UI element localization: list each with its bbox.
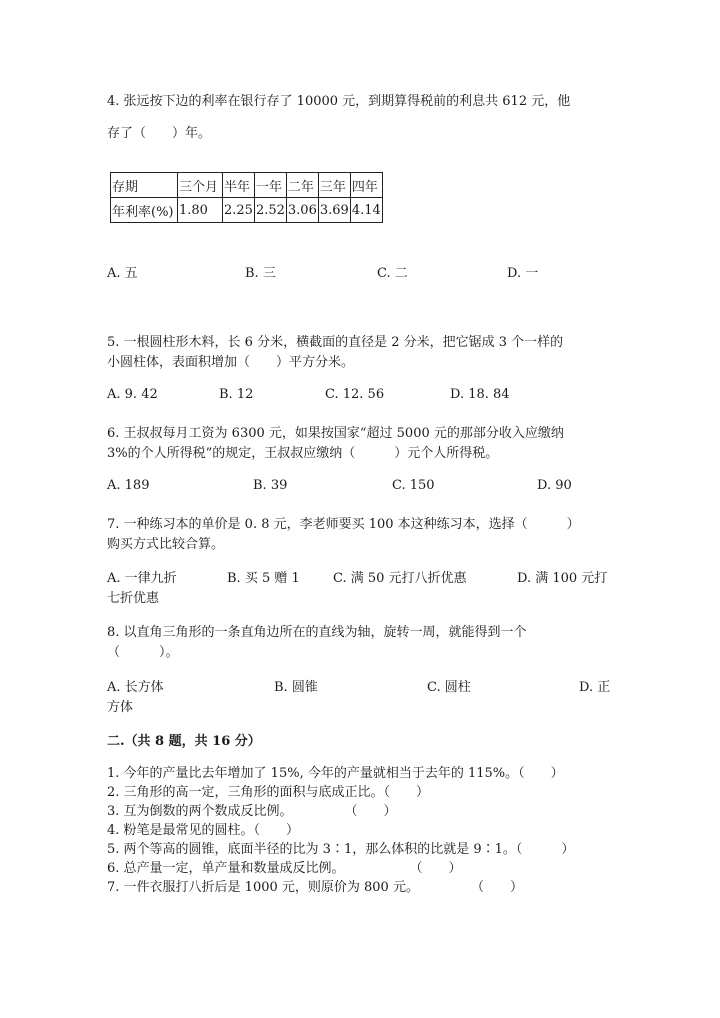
judge-item-5: 5. 两个等高的圆锥，底面半径的比为 3∶1，那么体积的比就是 9∶1。（ ） bbox=[107, 842, 575, 857]
q8-option-b[interactable]: B. 圆锥 bbox=[274, 680, 318, 695]
q5-line1: 5. 一根圆柱形木料，长 6 分米，横截面的直径是 2 分米，把它锯成 3 个一样的 bbox=[107, 335, 564, 350]
q6-option-b[interactable]: B. 39 bbox=[253, 478, 288, 493]
q5-option-d[interactable]: D. 18. 84 bbox=[450, 387, 510, 402]
q4-option-c[interactable]: C. 二 bbox=[377, 266, 408, 281]
q4-options bbox=[107, 262, 617, 282]
section-title: 二.（共 8 题，共 16 分） bbox=[107, 734, 261, 749]
table-cell: 4.14 bbox=[350, 198, 382, 223]
q7-option-b[interactable]: B. 买 5 赠 1 bbox=[227, 571, 300, 586]
table-cell: 存期 bbox=[111, 173, 178, 198]
q4-line1: 4. 张远按下边的利率在银行存了 10000 元，到期算得税前的利息共 612 元，他 bbox=[107, 94, 571, 109]
table-cell: 二年 bbox=[286, 173, 318, 198]
table-cell: 2.52 bbox=[254, 198, 286, 223]
table-row bbox=[111, 198, 383, 223]
table-cell: 三年 bbox=[318, 173, 350, 198]
q6-line2: 3%的个人所得税”的规定，王叔叔应缴纳（ ）元个人所得税。 bbox=[107, 446, 499, 461]
q7-option-d[interactable]: D. 满 100 元打 bbox=[517, 571, 608, 586]
q8-options bbox=[107, 676, 617, 696]
q4-option-b[interactable]: B. 三 bbox=[245, 266, 276, 281]
judge-item-4: 4. 粉笔是最常见的圆柱。（ ） bbox=[107, 823, 300, 838]
q8-option-a[interactable]: A. 长方体 bbox=[107, 680, 164, 695]
table-cell: 2.25 bbox=[223, 198, 255, 223]
table-cell: 三个月 bbox=[178, 173, 223, 198]
table-cell: 半年 bbox=[223, 173, 255, 198]
q7-option-d-wrap: 七折优惠 bbox=[107, 591, 160, 606]
q6-option-c[interactable]: C. 150 bbox=[392, 478, 435, 493]
judge-item-3: 3. 互为倒数的两个数成反比例。 （ ） bbox=[107, 804, 397, 819]
table-cell: 年利率(%) bbox=[111, 198, 178, 223]
q8-option-d[interactable]: D. 正 bbox=[579, 680, 611, 695]
table-header-row bbox=[111, 173, 383, 198]
table-cell: 四年 bbox=[350, 173, 382, 198]
q4-option-a[interactable]: A. 五 bbox=[107, 266, 138, 281]
table-cell: 3.06 bbox=[286, 198, 318, 223]
q5-line2: 小圆柱体，表面积增加（ ）平方分米。 bbox=[107, 355, 355, 370]
table-cell: 一年 bbox=[254, 173, 286, 198]
judge-item-2: 2. 三角形的高一定，三角形的面积与底成正比。（ ） bbox=[107, 785, 430, 800]
q5-option-a[interactable]: A. 9. 42 bbox=[107, 387, 158, 402]
table-cell: 3.69 bbox=[318, 198, 350, 223]
q6-option-a[interactable]: A. 189 bbox=[107, 478, 150, 493]
judge-item-7: 7. 一件衣服打八折后是 1000 元，则原价为 800 元。 （ ） bbox=[107, 880, 523, 895]
q7-option-c[interactable]: C. 满 50 元打八折优惠 bbox=[333, 571, 467, 586]
q7-option-a[interactable]: A. 一律九折 bbox=[107, 571, 177, 586]
q8-option-c[interactable]: C. 圆柱 bbox=[427, 680, 471, 695]
q8-option-d-wrap: 方体 bbox=[107, 700, 134, 715]
judge-item-6: 6. 总产量一定，单产量和数量成反比例。 （ ） bbox=[107, 861, 462, 876]
q8-line1: 8. 以直角三角形的一条直角边所在的直线为轴，旋转一周，就能得到一个 bbox=[107, 625, 527, 640]
q5-option-b[interactable]: B. 12 bbox=[219, 387, 254, 402]
judge-item-1: 1. 今年的产量比去年增加了 15%, 今年的产量就相当于去年的 115%。（ ） bbox=[107, 766, 564, 781]
table-cell: 1.80 bbox=[178, 198, 223, 223]
q8-line2: （ ）。 bbox=[107, 645, 179, 660]
q4-line2: 存了（ ）年。 bbox=[107, 126, 212, 141]
q6-option-d[interactable]: D. 90 bbox=[537, 478, 572, 493]
interest-rate-table bbox=[110, 172, 383, 223]
q7-line1: 7. 一种练习本的单价是 0. 8 元，李老师要买 100 本这种练习本，选择（ ） bbox=[107, 517, 580, 532]
q4-option-d[interactable]: D. 一 bbox=[507, 266, 539, 281]
q5-options bbox=[107, 387, 617, 407]
q7-options bbox=[107, 567, 617, 587]
q7-line2: 购买方式比较合算。 bbox=[107, 537, 225, 552]
q6-line1: 6. 王叔叔每月工资为 6300 元，如果按国家“超过 5000 元的那部分收入应缴纳 bbox=[107, 426, 564, 441]
q5-option-c[interactable]: C. 12. 56 bbox=[325, 387, 385, 402]
q6-options bbox=[107, 478, 617, 498]
